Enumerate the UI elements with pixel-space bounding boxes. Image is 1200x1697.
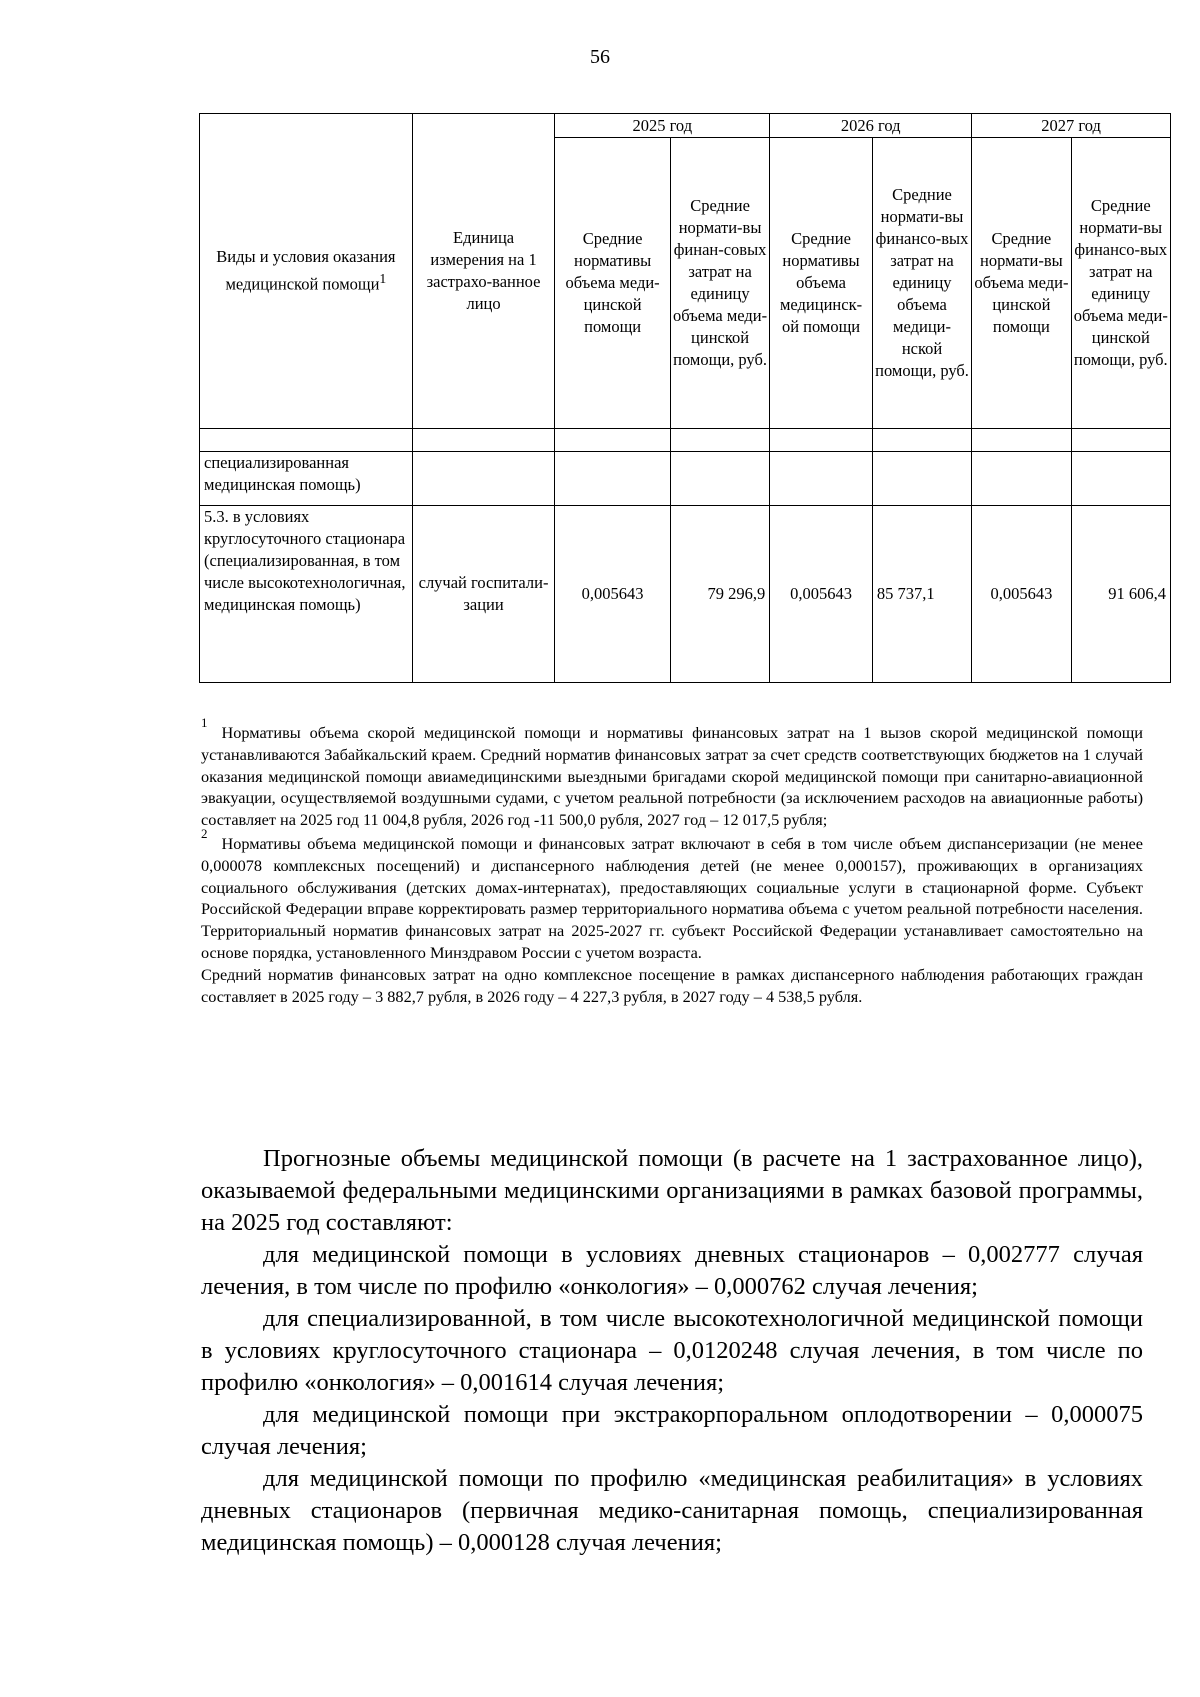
header-type-of-care-footnote-mark: 1 [379, 271, 387, 287]
row-cost-2027: 91 606,4 [1071, 506, 1170, 683]
header-type-of-care [200, 114, 413, 429]
header-volume-2027: Средние нормати-вы объема меди-цинской помощи [972, 138, 1071, 429]
paragraph-intro: Прогнозные объемы медицинской помощи (в расчете на 1 застрахованное лицо), оказываемой федеральными медицинскими организациями в рамках базовой программы, на 2025 год составляют: [201, 1145, 1143, 1236]
footnotes [201, 715, 1143, 1007]
paragraph-rehabilitation: для медицинской помощи по профилю «медицинская реабилитация» в условиях дневных стационаров (первичная медико-санитарная помощь, специализированная медицинская помощь) – 0,000128 случая лечения; [201, 1465, 1143, 1556]
footnote-2-mark: 2 [201, 825, 208, 841]
row-name: 5.3. в условиях круглосуточного стационара (специализированная, в том числе высокотехнологичная, медицинская помощь) [200, 506, 413, 683]
table-row-round-the-clock-hospital [200, 506, 1171, 683]
header-cost-2026: Средние нормати-вы финансо-вых затрат на единицу объема медици-нской помощи, руб. [872, 138, 971, 429]
main-text [201, 1143, 1143, 1559]
header-year-2027: 2027 год [972, 114, 1171, 138]
row-volume-2025: 0,005643 [555, 506, 671, 683]
header-cost-2027: Средние нормати-вы финансо-вых затрат на единицу объема меди-цинской помощи, руб. [1071, 138, 1170, 429]
table-header-row-years [200, 114, 1171, 138]
row-continuation-name: специализированная медицинская помощь) [200, 452, 413, 506]
row-unit: случай госпитали-зации [412, 506, 555, 683]
header-type-of-care-text: Виды и условия оказания медицинской помощи [216, 247, 396, 294]
header-volume-2025: Средние нормативы объема меди-цинской помощи [555, 138, 671, 429]
paragraph-day-hospital: для медицинской помощи в условиях дневных стационаров – 0,002777 случая лечения, в том числе по профилю «онкология» – 0,000762 случая лечения; [201, 1241, 1143, 1300]
footnote-1 [201, 715, 1143, 831]
normatives-table [199, 113, 1171, 683]
header-volume-2026: Средние нормативы объема медицинск-ой помощи [770, 138, 873, 429]
paragraph-specialized-care: для специализированной, в том числе высокотехнологичной медицинской помощи в условиях круглосуточного стационара – 0,0120248 случая лечения, в том числе по профилю «онкология» – 0,001614 случая лечения; [201, 1305, 1143, 1396]
footnote-1-text: Нормативы объема скорой медицинской помощи и нормативы финансовых затрат на 1 вызов скорой медицинской помощи устанавливаются Забайкальский краем. Средний норматив финансовых затрат за счет средств соответствующих бюджетов на 1 случай оказания медицинской помощи авиамедицинскими выездными бригадами скорой медицинской помощи при санитарно-авиационной эвакуации, осуществляемой воздушными судами, с учетом реальной потребности (за исключением расходов на авиационные работы) составляет на 2025 год 11 004,8 рубля, 2026 год -11 500,0 рубля, 2027 год – 12 017,5 рубля; [201, 723, 1143, 830]
page-number: 56 [590, 46, 610, 68]
header-year-2026: 2026 год [770, 114, 972, 138]
footnote-2-continuation: Средний норматив финансовых затрат на одно комплексное посещение в рамках диспансерного наблюдения работающих граждан составляет в 2025 году – 3 882,7 рубля, в 2026 году – 4 227,3 рубля, в 2027 году – 4 538,5 рубля. [201, 964, 1143, 1006]
paragraph-eco: для медицинской помощи при экстракорпоральном оплодотворении – 0,000075 случая лечения; [201, 1401, 1143, 1460]
header-year-2025: 2025 год [555, 114, 770, 138]
row-cost-2026: 85 737,1 [872, 506, 971, 683]
footnote-2 [201, 825, 1143, 964]
footnote-2-text: Нормативы объема медицинской помощи и финансовых затрат включают в себя в том числе объем диспансеризации (не менее 0,000078 комплексных посещений) и диспансерного наблюдения детей (не менее 0,000157), проживающих в организациях социального обслуживания (детских домах-интернатах), предоставляющих социальные услуги в стационарной форме. Субъект Российской Федерации вправе корректировать размер территориального норматива объема с учетом реальной потребности населения. Территориальный норматив финансовых затрат на 2025-2027 гг. субъект Российской Федерации устанавливает самостоятельно на основе порядка, установленного Минздравом России с учетом возраста. [201, 833, 1143, 962]
header-unit: Единица измерения на 1 застрахо-ванное лицо [412, 114, 555, 429]
header-cost-2025: Средние нормати-вы финан-совых затрат на единицу объема меди-цинской помощи, руб. [670, 138, 769, 429]
row-cost-2025: 79 296,9 [670, 506, 769, 683]
footnote-1-mark: 1 [201, 715, 208, 730]
table-row-empty [200, 429, 1171, 452]
row-volume-2027: 0,005643 [972, 506, 1071, 683]
row-volume-2026: 0,005643 [770, 506, 873, 683]
table-row-continuation [200, 452, 1171, 506]
